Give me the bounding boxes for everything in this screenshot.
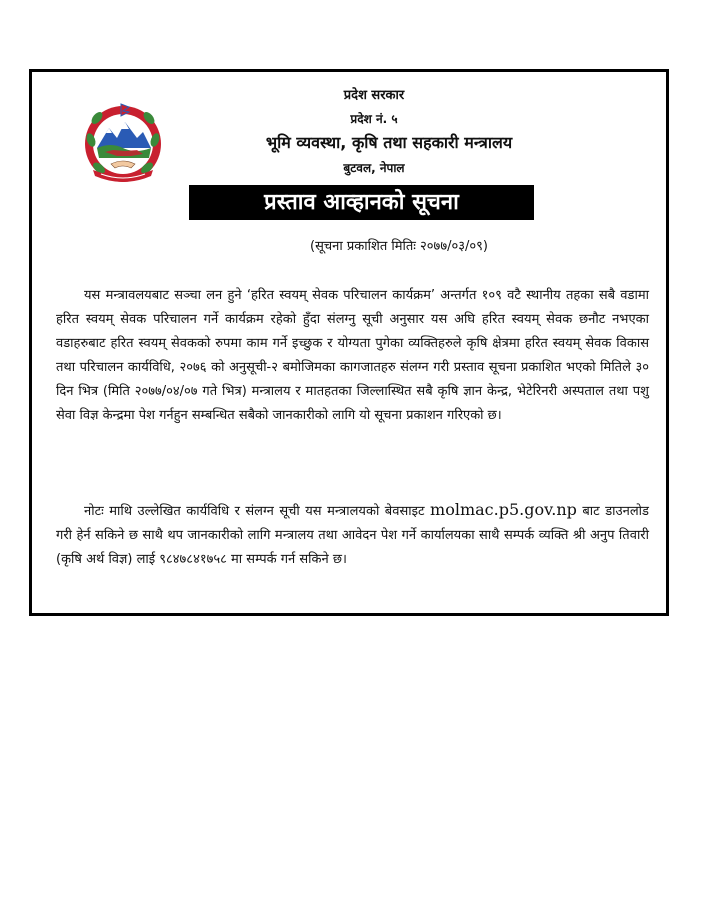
website-link[interactable]: molmac.p5.gov.np [430,500,577,519]
ministry-heading: भूमि व्यवस्था, कृषि तथा सहकारी मन्त्रालय [265,133,513,152]
government-heading: प्रदेश सरकार [343,88,405,103]
notice-title: प्रस्ताव आव्हानको सूचना [189,185,534,220]
notice-note [56,498,649,572]
note-suffix: बाट डाउनलोड गरी हेर्न सकिने छ साथै थप जानकारीको लागि मन्त्रालय तथा आवेदन पेश गर्ने कार्यालयका साथै सम्पर्क व्यक्ति श्री अनुप तिवारी (कृषि अर्थ विज्ञ) लाई ९८४७८४१७५८ मा सम्पर्क गर्न सकिने छ। [56,504,649,567]
notice-frame [29,69,669,616]
location-heading: बुटवल, नेपाल [343,161,405,175]
province-heading: प्रदेश नं. ५ [350,112,398,126]
note-prefix: नोटः माथि उल्लेखित कार्यविधि र संलग्न सूची यस मन्त्रालयको बेवसाइट [84,504,431,519]
notice-body: यस मन्त्रावलयबाट सञ्चा लन हुने ‘हरित स्वयम् सेवक परिचालन कार्यक्रम’ अन्तर्गत १०९ वटै स्थानीय तहका सबै वडामा हरित स्वयम् सेवक परिचालन गर्ने कार्यक्रम रहेको हुँदा संलग्नु सूची अनुसार यस अघि हरित स्वयम् सेवक छनौट नभएका वडाहरुबाट हरित स्वयम् सेवकको रुपमा काम गर्ने इच्छुक र योग्यता पुगेका व्यक्तिहरुले कृषि क्षेत्रमा हरित स्वयम् सेवक विकास तथा परिचालन कार्यविधि, २०७६ को अनुसूची-२ बमोजिमका कागजातहरु संलग्न गरी प्रस्ताव सूचना प्रकाशित भएको मितिले ३० दिन भित्र (मिति २०७७/०४/०७ गते भित्र) मन्त्रालय र मातहतका जिल्लास्थित सबै कृषि ज्ञान केन्द्र, भेटेरिनरी अस्पताल तथा पशु सेवा विज्ञ केन्द्रमा पेश गर्नहुन सम्बन्धित सबैको जानकारीको लागि यो सूचना प्रकाशन गरिएको छ। [56,288,649,423]
publication-date: (सूचना प्रकाशित मितिः २०७७/०३/०९) [310,239,488,254]
